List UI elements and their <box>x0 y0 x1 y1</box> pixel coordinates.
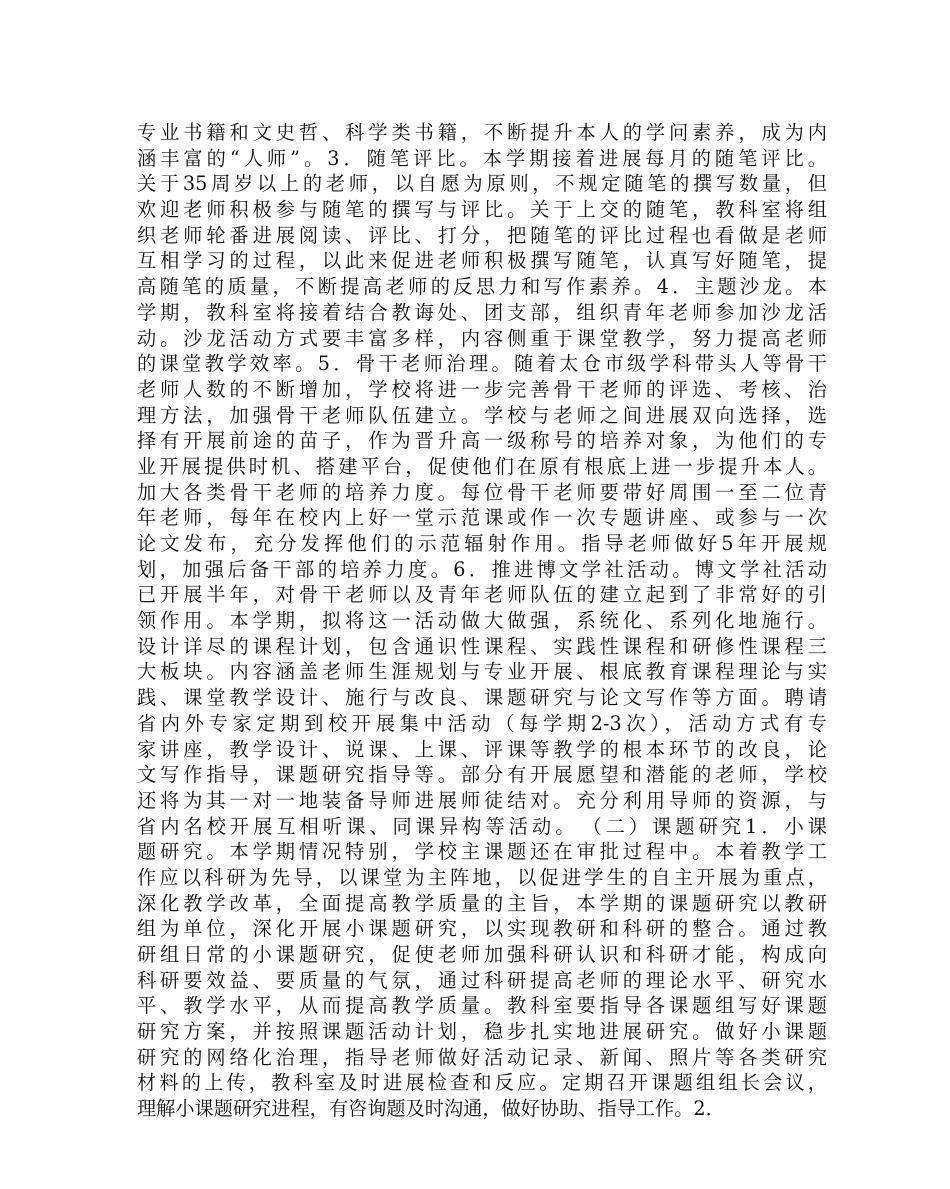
text-line: 老师人数的不断增加，学校将进一步完善骨干老师的评选、考核、治 <box>137 377 827 401</box>
text-line: 省内名校开展互相听课、同课异构等活动。 （二）课题研究1．小课 <box>137 814 827 838</box>
text-line: 年老师，每年在校内上好一堂示范课或作一次专题讲座、或参与一次 <box>137 506 827 530</box>
text-line: 高随笔的质量，不断提高老师的反思力和写作素养。4．主题沙龙。本 <box>137 275 827 299</box>
text-line: 论文发布，充分发挥他们的示范辐射作用。指导老师做好5年开展规 <box>137 532 827 555</box>
text-line: 践、课堂教学设计、施行与改良、课题研究与论文写作等方面。聘请 <box>137 686 827 710</box>
text-line: 择有开展前途的苗子，作为晋升高一级称号的培养对象，为他们的专 <box>137 429 827 453</box>
text-line: 省内外专家定期到校开展集中活动（每学期2-3次），活动方式有专 <box>137 711 827 735</box>
text-line: 科研要效益、要质量的气氛，通过科研提高老师的理论水平、研究水 <box>137 968 827 992</box>
text-line: 材料的上传，教科室及时进展检查和反应。定期召开课题组组长会议， <box>137 1071 827 1095</box>
text-line: 还将为其一对一地装备导师进展师徒结对。充分利用导师的资源，与 <box>137 788 827 812</box>
text-line: 深化教学改革，全面提高教学质量的主旨，本学期的课题研究以教研 <box>137 891 827 915</box>
text-line: 题研究。本学期情况特别，学校主课题还在审批过程中。本着教学工 <box>137 840 827 864</box>
text-line: 研究的网络化治理，指导老师做好活动记录、新闻、照片等各类研究 <box>137 1045 827 1069</box>
text-line: 专业书籍和文史哲、科学类书籍，不断提升本人的学问素养，成为内 <box>137 121 827 144</box>
text-line: 学期，教科室将接着结合教诲处、团支部，组织青年老师参加沙龙活 <box>137 300 827 324</box>
text-line: 互相学习的过程，以此来促进老师积极撰写随笔，认真写好随笔，提 <box>137 249 827 273</box>
text-line: 家讲座，教学设计、说课、上课、评课等教学的根本环节的改良，论 <box>137 737 827 761</box>
text-line: 的课堂教学效率。5．骨干老师治理。随着太仓市级学科带头人等骨干 <box>137 352 827 376</box>
text-line: 已开展半年，对骨干老师以及青年老师队伍的建立起到了非常好的引 <box>137 583 827 607</box>
text-line: 作应以科研为先导，以课堂为主阵地，以促进学生的自主开展为重点， <box>137 865 827 889</box>
text-line: 领作用。本学期，拟将这一活动做大做强，系统化、系列化地施行。 <box>137 609 827 633</box>
text-line: 织老师轮番进展阅读、评比、打分，把随笔的评比过程也看做是老师 <box>137 223 827 247</box>
text-line: 组为单位，深化开展小课题研究，以实现教研和科研的整合。通过教 <box>137 917 827 941</box>
body-text <box>137 120 827 1122</box>
text-line: 理解小课题研究进程，有咨询题及时沟通，做好协助、指导工作。2． <box>137 1097 725 1121</box>
text-line: 涵丰富的“人师”。3．随笔评比。本学期接着进展每月的随笔评比。 <box>137 146 827 170</box>
text-line: 设计详尽的课程计划，包含通识性课程、实践性课程和研修性课程三 <box>137 634 827 658</box>
text-line: 业开展提供时机、搭建平台，促使他们在原有根底上进一步提升本人。 <box>137 454 827 478</box>
text-line: 研组日常的小课题研究，促使老师加强科研认识和科研才能，构成向 <box>137 943 827 966</box>
text-line: 文写作指导，课题研究指导等。部分有开展愿望和潜能的老师，学校 <box>137 763 827 787</box>
text-line: 加大各类骨干老师的培养力度。每位骨干老师要带好周围一至二位青 <box>137 480 827 504</box>
text-line: 理方法，加强骨干老师队伍建立。学校与老师之间进展双向选择，选 <box>137 403 827 427</box>
text-line: 欢迎老师积极参与随笔的撰写与评比。关于上交的随笔，教科室将组 <box>137 198 827 222</box>
text-line: 动。沙龙活动方式要丰富多样，内容侧重于课堂教学，努力提高老师 <box>137 326 827 350</box>
text-line: 关于35周岁以上的老师，以自愿为原则，不规定随笔的撰写数量，但 <box>137 172 827 196</box>
text-line: 大板块。内容涵盖老师生涯规划与专业开展、根底教育课程理论与实 <box>137 660 827 684</box>
text-line: 平、教学水平，从而提高教学质量。教科室要指导各课题组写好课题 <box>137 994 827 1018</box>
text-line: 研究方案，并按照课题活动计划，稳步扎实地进展研究。做好小课题 <box>137 1020 827 1044</box>
text-line: 划，加强后备干部的培养力度。6．推进博文学社活动。博文学社活动 <box>137 557 827 581</box>
